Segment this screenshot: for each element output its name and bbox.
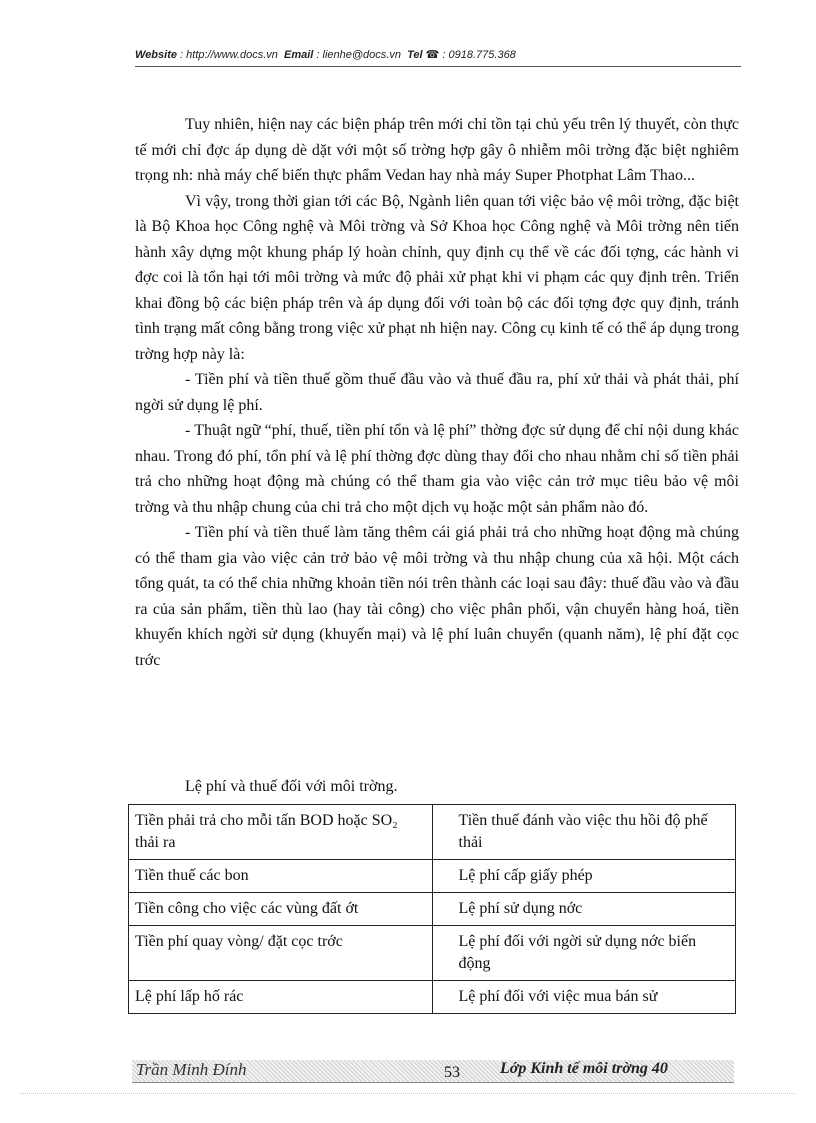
- email-address[interactable]: : lienhe@docs.vn: [316, 49, 401, 61]
- page-number: 53: [444, 1064, 460, 1081]
- table-row: [129, 805, 736, 860]
- table-row: [129, 926, 736, 981]
- table-cell: Tiền phải trả cho mỗi tấn BOD hoặc SO₂ thải ra: [129, 805, 433, 860]
- document-body: [135, 112, 739, 673]
- footer-course: Lớp Kinh tế môi trờng 40: [500, 1060, 668, 1077]
- paragraph: Vì vậy, trong thời gian tới các Bộ, Ngành liên quan tới việc bảo vệ môi trờng, đặc biệt là Bộ Khoa học Công nghệ và Môi trờng và Sở Khoa học Công nghệ và Môi trờng nên tiến hành xây dựng một khung pháp lý hoàn chỉnh, quy định cụ thể về các đối tợng, các hành vi đợc coi là tổn hại tới môi trờng và mức độ phải xử phạt khi vi phạm các quy định trên. Triển khai đồng bộ các biện pháp trên và áp dụng đối với toàn bộ các đối tợng đợc quy định, tránh tình trạng mất công bằng trong việc xử phạt nh hiện nay. Công cụ kinh tế có thể áp dụng trong trờng hợp này là:: [135, 192, 739, 363]
- fees-table: [128, 804, 736, 1014]
- table-cell: Tiền thuế các bon: [129, 860, 433, 893]
- table-cell: Lệ phí sử dụng nớc: [432, 893, 736, 926]
- website-url[interactable]: : http://www.docs.vn: [180, 49, 278, 61]
- table-row: [129, 893, 736, 926]
- table-cell: Tiền phí quay vòng/ đặt cọc trớc: [129, 926, 433, 981]
- table-caption: Lệ phí và thuế đối với môi trờng.: [185, 778, 398, 795]
- page-header: [135, 48, 741, 61]
- footer-author: Trần Minh Đính: [136, 1060, 247, 1079]
- paragraph: - Thuật ngữ “phí, thuế, tiền phí tổn và lệ phí” thờng đợc sử dụng để chỉ nội dung khác nhau. Trong đó phí, tổn phí và lệ phí thờng đợc dùng thay đổi cho nhau nhằm chỉ số tiền phải trả cho những hoạt động mà chúng có thể tham gia vào việc cản trở mục tiêu bảo vệ môi trờng và thu nhập chung của chi trả cho một dịch vụ hoặc một sản phẩm nào đó.: [135, 422, 739, 516]
- website-label: Website: [135, 49, 177, 61]
- email-label: Email: [284, 49, 314, 61]
- header-divider: [135, 66, 741, 67]
- table-row: [129, 860, 736, 893]
- table-cell: Lệ phí cấp giấy phép: [432, 860, 736, 893]
- table-row: [129, 981, 736, 1014]
- phone-number: : 0918.775.368: [442, 49, 516, 61]
- table-cell: Tiền thuế đánh vào việc thu hồi độ phế thải: [432, 805, 736, 860]
- paragraph: Tuy nhiên, hiện nay các biện pháp trên mới chỉ tồn tại chủ yếu trên lý thuyết, còn thực tế mới chỉ đợc áp dụng dè dặt với một số trờng hợp gây ô nhiễm môi trờng đặc biệt nghiêm trọng nh: nhà máy chế biến thực phẩm Vedan hay nhà máy Super Photphat Lâm Thao...: [135, 116, 739, 184]
- bottom-dotted-divider: [20, 1093, 796, 1094]
- phone-icon: ☎: [425, 49, 440, 61]
- tel-label: Tel: [407, 49, 423, 61]
- table-cell: Lệ phí đối với việc mua bán sử: [432, 981, 736, 1014]
- paragraph: - Tiền phí và tiền thuế gồm thuế đầu vào và thuế đầu ra, phí xử thải và phát thải, phí ngời sử dụng lệ phí.: [135, 371, 739, 414]
- table-cell: Tiền công cho việc các vùng đất ớt: [129, 893, 433, 926]
- paragraph: - Tiền phí và tiền thuế làm tăng thêm cái giá phải trả cho những hoạt động mà chúng có thể tham gia vào việc cản trở bảo vệ môi trờng và thu nhập chung của xã hội. Một cách tổng quát, ta có thể chia những khoản tiền nói trên thành các loại sau đây: thuế đầu vào và đầu ra của sản phẩm, tiền thù lao (hay tài công) cho việc phân phối, vận chuyển hàng hoá, tiền khuyến khích ngời sử dụng (khuyến mại) và lệ phí luân chuyển (quanh năm), lệ phí đặt cọc trớc: [135, 524, 739, 669]
- table-cell: Lệ phí lấp hố rác: [129, 981, 433, 1014]
- table-cell: Lệ phí đối với ngời sử dụng nớc biến động: [432, 926, 736, 981]
